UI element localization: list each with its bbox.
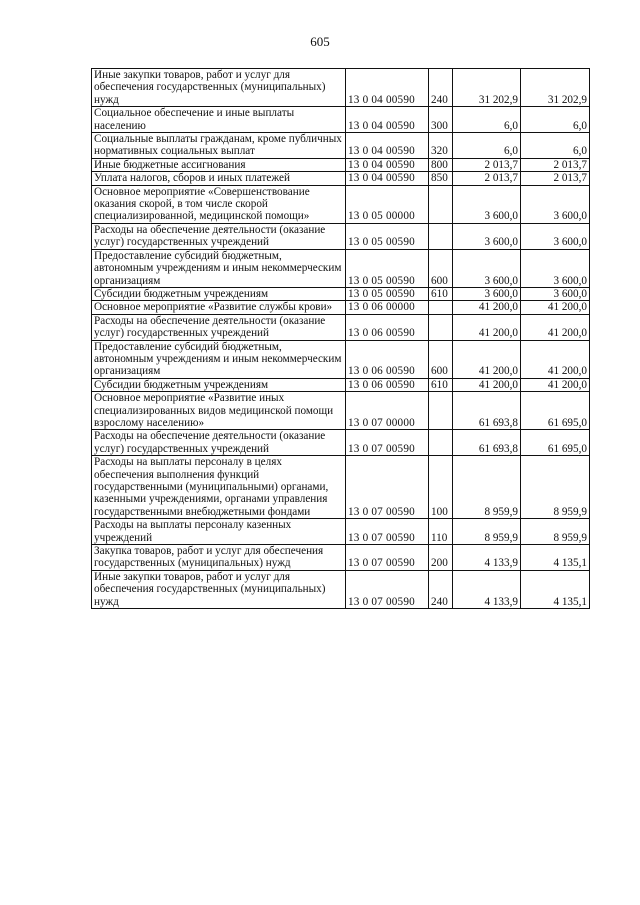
row-target-code: 13 0 04 00590 [346,69,429,107]
row-sum-2: 41 200,0 [521,340,590,378]
row-expense-type [429,223,453,249]
row-sum-1: 61 693,8 [453,392,521,430]
table-row [92,249,590,287]
row-expense-type [429,314,453,340]
table-row [92,172,590,185]
row-name: Иные бюджетные ассигнования [92,158,346,171]
row-expense-type: 610 [429,287,453,300]
row-name: Расходы на выплаты персоналу в целях обеспечения выполнения функций государственными (муниципальными) органами, казенными учреждениями, органами управления государственными внебюджетными фондами [92,456,346,519]
row-expense-type: 600 [429,340,453,378]
row-expense-type: 200 [429,545,453,571]
row-sum-2: 41 200,0 [521,378,590,391]
table-row [92,314,590,340]
budget-table [91,68,590,609]
row-target-code: 13 0 06 00590 [346,314,429,340]
table-row [92,340,590,378]
row-sum-1: 2 013,7 [453,172,521,185]
row-expense-type: 610 [429,378,453,391]
row-expense-type: 850 [429,172,453,185]
row-sum-2: 6,0 [521,107,590,133]
row-name: Расходы на обеспечение деятельности (оказание услуг) государственных учреждений [92,223,346,249]
row-name: Социальное обеспечение и иные выплаты населению [92,107,346,133]
row-expense-type: 320 [429,133,453,159]
row-sum-1: 41 200,0 [453,378,521,391]
row-expense-type: 800 [429,158,453,171]
row-sum-2: 6,0 [521,133,590,159]
row-sum-1: 61 693,8 [453,430,521,456]
row-sum-1: 41 200,0 [453,301,521,314]
table-row [92,133,590,159]
row-expense-type [429,301,453,314]
row-sum-1: 31 202,9 [453,69,521,107]
row-target-code: 13 0 05 00590 [346,223,429,249]
table-row [92,69,590,107]
row-target-code: 13 0 04 00590 [346,172,429,185]
table-row [92,301,590,314]
row-sum-2: 61 695,0 [521,430,590,456]
row-sum-2: 4 135,1 [521,570,590,608]
budget-table-body [92,69,590,609]
table-row [92,287,590,300]
row-name: Предоставление субсидий бюджетным, автономным учреждениям и иным некоммерческим организациям [92,340,346,378]
row-sum-2: 2 013,7 [521,172,590,185]
row-sum-2: 2 013,7 [521,158,590,171]
table-row [92,430,590,456]
row-sum-2: 3 600,0 [521,185,590,223]
table-row [92,223,590,249]
row-sum-1: 3 600,0 [453,249,521,287]
row-name: Субсидии бюджетным учреждениям [92,287,346,300]
table-row [92,519,590,545]
row-target-code: 13 0 07 00590 [346,430,429,456]
row-name: Расходы на выплаты персоналу казенных учреждений [92,519,346,545]
row-expense-type: 600 [429,249,453,287]
row-name: Основное мероприятие «Развитие иных специализированных видов медицинской помощи взрослому населению» [92,392,346,430]
row-sum-1: 3 600,0 [453,223,521,249]
row-sum-1: 41 200,0 [453,340,521,378]
row-sum-1: 41 200,0 [453,314,521,340]
row-expense-type: 100 [429,456,453,519]
row-expense-type: 110 [429,519,453,545]
row-target-code: 13 0 07 00000 [346,392,429,430]
row-sum-2: 41 200,0 [521,314,590,340]
row-target-code: 13 0 07 00590 [346,545,429,571]
row-sum-1: 6,0 [453,107,521,133]
row-target-code: 13 0 04 00590 [346,158,429,171]
row-expense-type: 240 [429,570,453,608]
row-sum-2: 3 600,0 [521,287,590,300]
row-name: Основное мероприятие «Совершенствование оказания скорой, в том числе скорой специализированной, медицинской помощи» [92,185,346,223]
table-row [92,456,590,519]
page-number: 605 [310,34,330,49]
row-name: Расходы на обеспечение деятельности (оказание услуг) государственных учреждений [92,430,346,456]
row-sum-1: 8 959,9 [453,519,521,545]
row-target-code: 13 0 05 00590 [346,287,429,300]
row-name: Социальные выплаты гражданам, кроме публичных нормативных социальных выплат [92,133,346,159]
row-sum-1: 8 959,9 [453,456,521,519]
row-sum-2: 4 135,1 [521,545,590,571]
row-target-code: 13 0 06 00590 [346,340,429,378]
row-sum-1: 4 133,9 [453,570,521,608]
row-name: Иные закупки товаров, работ и услуг для обеспечения государственных (муниципальных) нужд [92,570,346,608]
table-row [92,570,590,608]
row-name: Иные закупки товаров, работ и услуг для обеспечения государственных (муниципальных) нужд [92,69,346,107]
table-row [92,158,590,171]
row-target-code: 13 0 07 00590 [346,519,429,545]
row-sum-2: 41 200,0 [521,301,590,314]
row-target-code: 13 0 04 00590 [346,133,429,159]
row-expense-type: 240 [429,69,453,107]
row-expense-type [429,392,453,430]
row-sum-2: 8 959,9 [521,519,590,545]
row-expense-type [429,430,453,456]
row-name: Основное мероприятие «Развитие службы крови» [92,301,346,314]
row-sum-2: 3 600,0 [521,223,590,249]
row-sum-2: 8 959,9 [521,456,590,519]
row-sum-1: 3 600,0 [453,287,521,300]
row-target-code: 13 0 06 00000 [346,301,429,314]
row-target-code: 13 0 05 00590 [346,249,429,287]
row-sum-1: 2 013,7 [453,158,521,171]
row-name: Субсидии бюджетным учреждениям [92,378,346,391]
row-target-code: 13 0 06 00590 [346,378,429,391]
row-sum-1: 4 133,9 [453,545,521,571]
row-sum-2: 31 202,9 [521,69,590,107]
table-row [92,545,590,571]
row-name: Предоставление субсидий бюджетным, автономным учреждениям и иным некоммерческим организациям [92,249,346,287]
row-name: Закупка товаров, работ и услуг для обеспечения государственных (муниципальных) нужд [92,545,346,571]
table-row [92,392,590,430]
table-row [92,107,590,133]
table-row [92,378,590,391]
row-target-code: 13 0 04 00590 [346,107,429,133]
row-sum-1: 6,0 [453,133,521,159]
row-expense-type: 300 [429,107,453,133]
row-target-code: 13 0 05 00000 [346,185,429,223]
row-expense-type [429,185,453,223]
row-name: Уплата налогов, сборов и иных платежей [92,172,346,185]
row-sum-1: 3 600,0 [453,185,521,223]
row-target-code: 13 0 07 00590 [346,456,429,519]
row-sum-2: 3 600,0 [521,249,590,287]
row-target-code: 13 0 07 00590 [346,570,429,608]
row-sum-2: 61 695,0 [521,392,590,430]
table-row [92,185,590,223]
row-name: Расходы на обеспечение деятельности (оказание услуг) государственных учреждений [92,314,346,340]
